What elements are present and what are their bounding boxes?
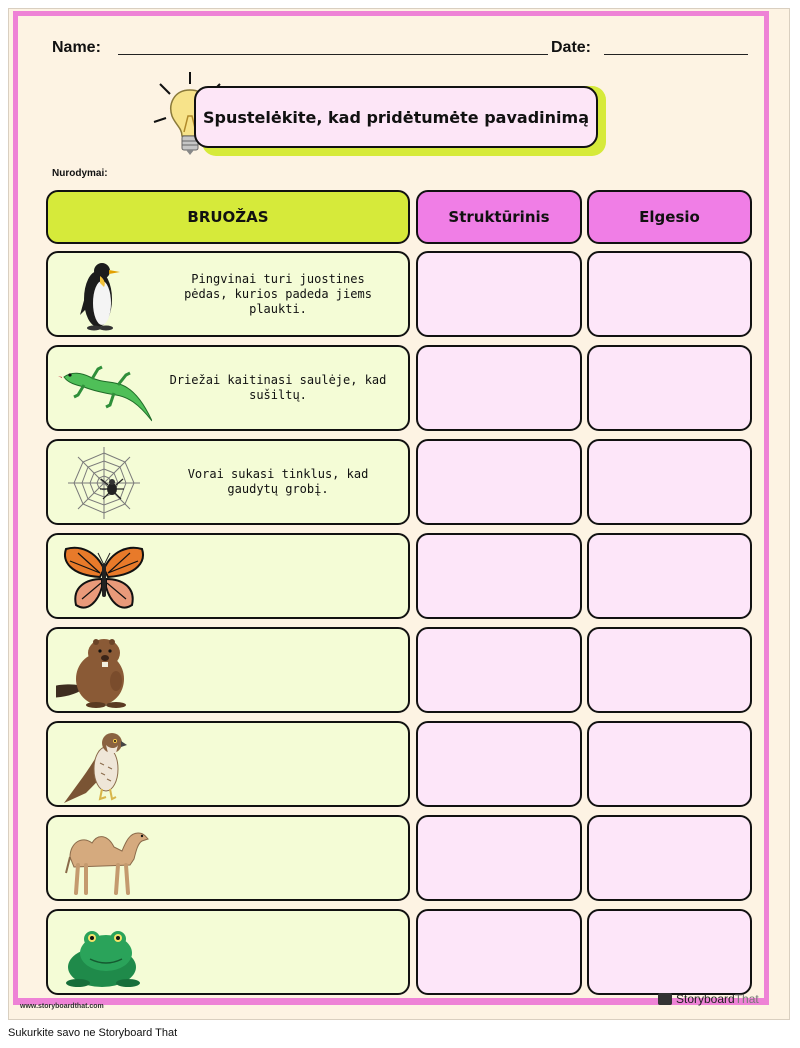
trait-text[interactable] (168, 629, 388, 711)
structural-cell[interactable] (416, 627, 582, 713)
beaver-icon (56, 633, 152, 709)
behavioral-cell[interactable] (587, 627, 752, 713)
trait-cell[interactable] (46, 533, 410, 619)
frog-icon (56, 915, 152, 991)
table-row (46, 909, 752, 995)
structural-cell[interactable] (416, 815, 582, 901)
name-label: Name: (52, 39, 101, 56)
structural-cell[interactable] (416, 721, 582, 807)
structural-cell[interactable] (416, 909, 582, 995)
hawk-icon (56, 727, 152, 803)
behavioral-cell[interactable] (587, 721, 752, 807)
worksheet-title[interactable]: Spustelėkite, kad pridėtumėte pavadinimą (203, 107, 589, 127)
camel-icon (56, 821, 152, 897)
trait-text[interactable] (168, 911, 388, 993)
table-row (46, 721, 752, 807)
trait-text[interactable] (168, 723, 388, 805)
column-header-structural: Struktūrinis (416, 190, 582, 244)
trait-text[interactable]: Driežai kaitinasi saulėje, kad sušiltų. (169, 373, 387, 402)
name-field[interactable] (118, 54, 548, 55)
table-row (46, 815, 752, 901)
behavioral-cell[interactable] (587, 345, 752, 431)
table-row (46, 533, 752, 619)
table-row (46, 345, 752, 431)
trait-text[interactable]: Vorai sukasi tinklus, kad gaudytų grobį. (187, 467, 369, 496)
structural-cell[interactable] (416, 533, 582, 619)
butterfly-icon (56, 539, 152, 615)
trait-text[interactable] (168, 817, 388, 899)
behavioral-cell[interactable] (587, 251, 752, 337)
structural-cell[interactable] (416, 345, 582, 431)
structural-cell[interactable] (416, 251, 582, 337)
trait-text[interactable]: Pingvinai turi juostines pėdas, kurios padeda jiems plaukti. (184, 271, 372, 316)
behavioral-cell[interactable] (587, 533, 752, 619)
watermark-url: www.storyboardthat.com (20, 1003, 104, 1010)
trait-cell[interactable] (46, 909, 410, 995)
directions-label: Nurodymai: (52, 168, 108, 179)
trait-cell[interactable] (46, 721, 410, 807)
trait-text[interactable] (168, 535, 388, 617)
trait-cell[interactable] (46, 815, 410, 901)
trait-cell[interactable] (46, 345, 410, 431)
behavioral-cell[interactable] (587, 439, 752, 525)
trait-cell[interactable] (46, 439, 410, 525)
speech-bubble-icon (658, 993, 672, 1005)
lizard-icon (56, 351, 152, 427)
logo-that-text: That (734, 992, 759, 1006)
column-header-trait: BRUOŽAS (46, 190, 410, 244)
table-row (46, 627, 752, 713)
storyboardthat-logo[interactable] (658, 992, 759, 1006)
table-row (46, 439, 752, 525)
trait-cell[interactable] (46, 251, 410, 337)
penguin-icon (56, 257, 152, 333)
date-label: Date: (551, 39, 592, 56)
column-header-behavioral: Elgesio (587, 190, 752, 244)
logo-story-text: Storyboard (676, 992, 735, 1006)
footer-caption: Sukurkite savo ne Storyboard That (8, 1027, 178, 1039)
trait-cell[interactable] (46, 627, 410, 713)
behavioral-cell[interactable] (587, 909, 752, 995)
structural-cell[interactable] (416, 439, 582, 525)
behavioral-cell[interactable] (587, 815, 752, 901)
title-box[interactable] (194, 86, 598, 148)
spider-web-icon (56, 445, 152, 521)
date-field[interactable] (604, 54, 748, 55)
table-row (46, 251, 752, 337)
